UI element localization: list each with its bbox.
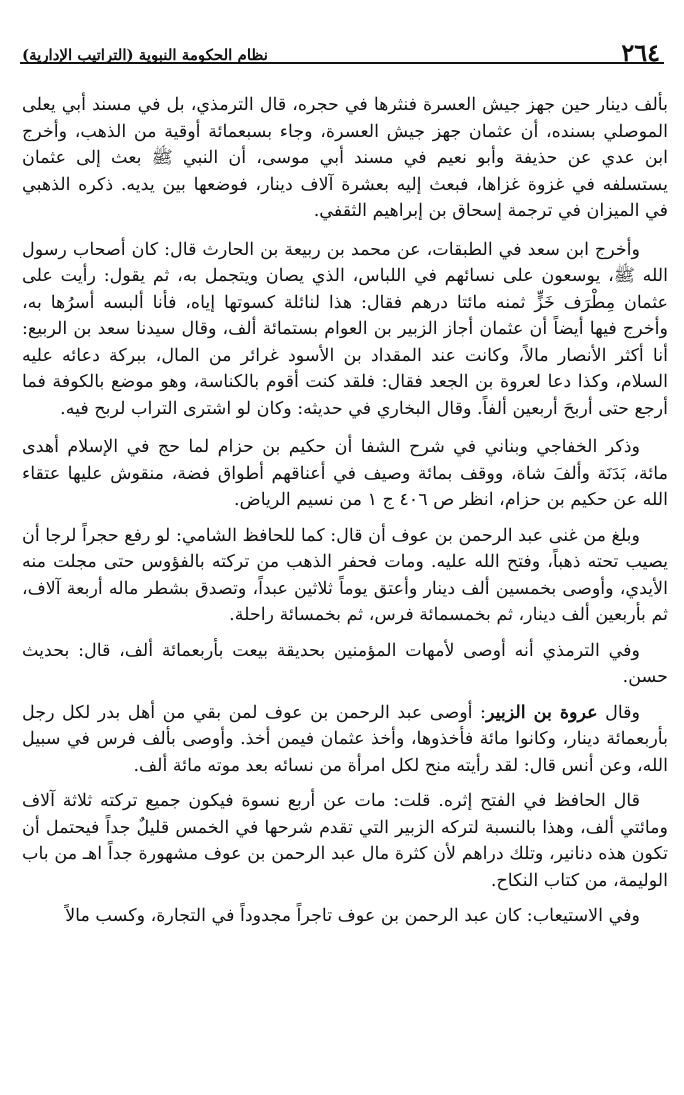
paragraph-6-lead: وقال <box>605 702 640 723</box>
paragraph-7: قال الحافظ في الفتح إثره. قلت: مات عن أربع نسوة فيكون جميع تركته ثلاثة آلاف ومائتي ألف، وهذا بالنسبة لتركه الزبير التي تقدم شرحها في الخمس قليلٌ جداً فيحتمل أن تكون هذه دنانير، وتلك دراهم لأن كثرة مال عبد الرحمن بن عوف مشهورة جداً اهـ من باب الوليمة، من كتاب النكاح. <box>22 791 668 891</box>
paragraph-8: وفي الاستيعاب: كان عبد الرحمن بن عوف تاجراً مجدوداً في التجارة، وكسب مالاً <box>65 906 640 926</box>
body-text <box>22 92 668 939</box>
paragraph-3: وذكر الخفاجي وبناني في شرح الشفا أن حكيم بن حزام لما حج في الإسلام أهدى مائة، بَدَنَة وألفَ شاة، ووقف بمائة وصيف في أعناقهم أطواق فضة، منقوش عليها عتقاء الله عن حكيم بن حزام، انظر ص ٤٠٦ ج ١ من نسيم الرياض. <box>22 437 668 510</box>
paragraph-5: وفي الترمذي أنه أوصى لأمهات المؤمنين بحديقة بيعت بأربعمائة ألف، قال: بحديث حسن. <box>22 640 668 687</box>
running-title: نظام الحكومة النبوية (التراتيب الإدارية) <box>22 46 268 64</box>
paragraph-4: وبلغ من غنى عبد الرحمن بن عوف أن قال: كما للحافظ الشامي: لو رفع حجراً لرجا أن يصيب تحته ذهباً، وفتح الله عليه. ومات فحفر الذهب من تركته بالفؤوس حتى مجلت منه الأيدي، وأوصى بخمسين ألف دينار وأعتق يوماً ثلاثين عبداً، وتصدق بشطر ماله أربعة آلاف، ثم بأربعين ألف دينار، ثم بخمسمائة فرس، ثم بخمسائة راحلة. <box>22 525 668 625</box>
paragraph-2: وأخرج ابن سعد في الطبقات، عن محمد بن ربيعة بن الحارث قال: كان أصحاب رسول الله ﷺ، يوسعون على نسائهم في اللباس، الذي يصان ويتجمل به، ثم يقول: رأيت على عثمان مِطْرَف خَزٍّ ثمنه مائتا درهم فقال: هذا لنائلة كسوتها إياه، فأنا ألبسه أسرُها به، وأخرج فيها أيضاً أن عثمان أجاز الزبير بن العوام بستمائة ألف، وقال سيدنا سعد بن الربيع: أنا أكثر الأنصار مالاً، وكانت عند المقداد بن الأسود غرائر من المال، ببركة دعائه عليه السلام، وكذا دعا لعروة بن الجعد فقال: فلقد كنت أقوم بالكناسة، وهو موضع بالكوفة فما أرجع حتى أربحَ أربعين ألفاً. وقال البخاري في حديثه: وكان لو اشترى التراب لربح فيه. <box>22 239 668 419</box>
header-rule <box>20 62 664 64</box>
paragraph-6-rest: : أوصى عبد الرحمن بن عوف لمن بقي من أهل بدر لكل رجل بأربعمائة دينار، وكانوا مائة فأخذوها، وأخذ عثمان فيمن أخذ. وأوصى بألف فرس في سبيل الله، وعن أنس قال: لقد رأيته منح لكل امرأة من نسائه بعد موته مائة ألف. <box>22 702 668 776</box>
page-number: ٢٦٤ <box>621 38 660 67</box>
paragraph-6-name: عروة بن الزبير <box>485 702 598 723</box>
paragraph-1: بألف دينار حين جهز جيش العسرة فنثرها في حجره، قال الترمذي، بل في مسند أبي يعلى الموصلي بسنده، أن عثمان جهز جيش العسرة، وجاء بسبعمائة أوقية من الذهب، وأخرج ابن عدي عن حذيفة وأبو نعيم في مسند أبي موسى، أن النبي ﷺ بعث إلى عثمان يستسلفه في غزوة غزاها، فبعث إليه بعشرة آلاف دينار، فوضعها بين يديه. ذكره الذهبي في الميزان في ترجمة إسحاق بن إبراهيم الثقفي. <box>22 95 668 221</box>
paragraph-6 <box>22 700 668 780</box>
